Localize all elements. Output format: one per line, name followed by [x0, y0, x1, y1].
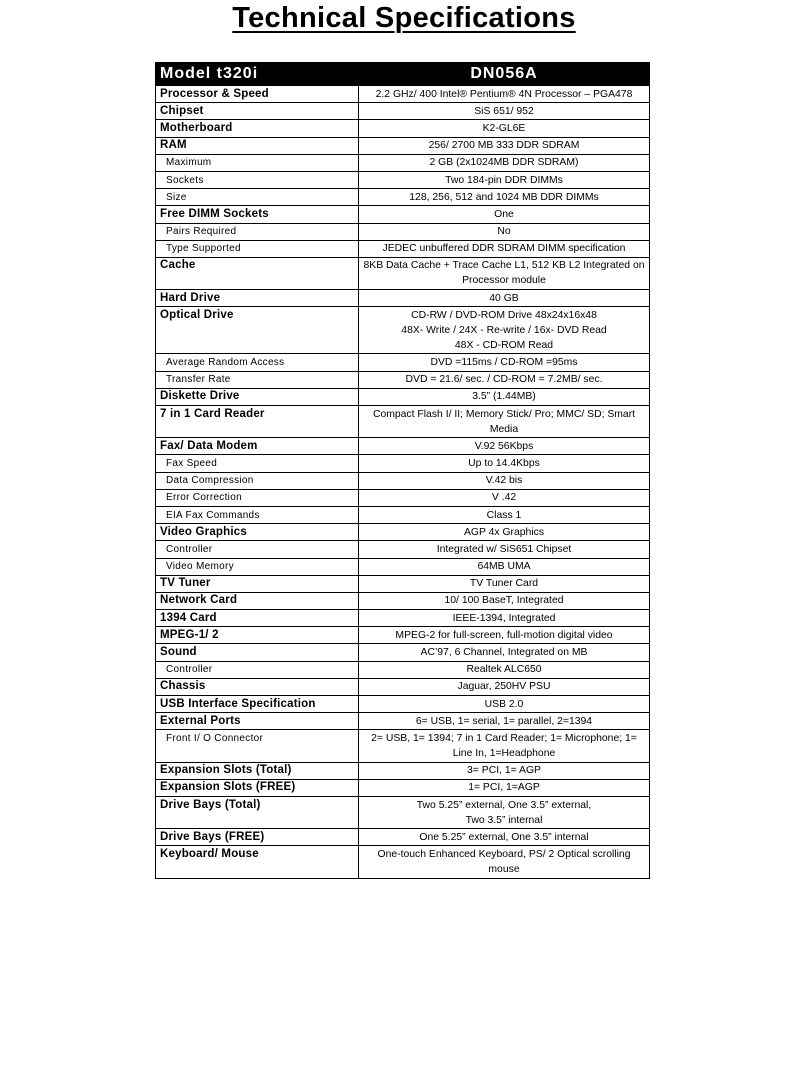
spec-row: [156, 257, 650, 289]
spec-label: Network Card: [156, 592, 359, 609]
spec-label: Maximum: [156, 154, 359, 171]
spec-label: Size: [156, 189, 359, 206]
spec-label: Front I/ O Connector: [156, 730, 359, 762]
spec-label: Error Correction: [156, 489, 359, 506]
spec-table-body: [156, 86, 650, 879]
spec-row: [156, 575, 650, 592]
spec-row: [156, 846, 650, 878]
spec-value: CD-RW / DVD-ROM Drive 48x24x16x48 48X- Write / 24X - Re-write / 16x- DVD Read 48X - CD-ROM Read: [359, 307, 650, 354]
spec-row: [156, 388, 650, 405]
spec-value: 2.2 GHz/ 400 Intel® Pentium® 4N Processor – PGA478: [359, 86, 650, 103]
spec-value: Realtek ALC650: [359, 661, 650, 678]
spec-label: Sound: [156, 644, 359, 661]
spec-value: K2-GL6E: [359, 120, 650, 137]
spec-label: 7 in 1 Card Reader: [156, 406, 359, 438]
spec-label: MPEG-1/ 2: [156, 627, 359, 644]
spec-row: [156, 489, 650, 506]
spec-row: [156, 678, 650, 695]
spec-value: One: [359, 206, 650, 223]
spec-label: Sockets: [156, 171, 359, 188]
spec-row: [156, 829, 650, 846]
spec-row: [156, 103, 650, 120]
spec-label: Drive Bays (Total): [156, 796, 359, 828]
spec-label: Controller: [156, 541, 359, 558]
spec-value: 3.5” (1.44MB): [359, 388, 650, 405]
spec-row: [156, 644, 650, 661]
spec-label: Expansion Slots (Total): [156, 762, 359, 779]
spec-value: SiS 651/ 952: [359, 103, 650, 120]
spec-row: [156, 137, 650, 154]
spec-value: 256/ 2700 MB 333 DDR SDRAM: [359, 137, 650, 154]
spec-value: 2 GB (2x1024MB DDR SDRAM): [359, 154, 650, 171]
spec-row: [156, 762, 650, 779]
spec-label: TV Tuner: [156, 575, 359, 592]
spec-value: 6= USB, 1= serial, 1= parallel, 2=1394: [359, 713, 650, 730]
spec-value: Integrated w/ SiS651 Chipset: [359, 541, 650, 558]
spec-value: Two 5.25” external, One 3.5” external, Two 3.5” internal: [359, 796, 650, 828]
spec-label: Transfer Rate: [156, 371, 359, 388]
model-number: DN056A: [359, 63, 650, 86]
spec-label: EIA Fax Commands: [156, 506, 359, 523]
spec-value: V.92 56Kbps: [359, 438, 650, 455]
spec-row: [156, 154, 650, 171]
spec-value: AGP 4x Graphics: [359, 524, 650, 541]
spec-row: [156, 86, 650, 103]
spec-row: [156, 472, 650, 489]
spec-row: [156, 661, 650, 678]
spec-value: Up to 14.4Kbps: [359, 455, 650, 472]
page-title: [0, 2, 808, 35]
spec-label: Keyboard/ Mouse: [156, 846, 359, 878]
spec-label: RAM: [156, 137, 359, 154]
model-label: Model t320i: [156, 63, 359, 86]
spec-label: Expansion Slots (FREE): [156, 779, 359, 796]
spec-row: [156, 171, 650, 188]
spec-value: TV Tuner Card: [359, 575, 650, 592]
spec-row: [156, 627, 650, 644]
spec-label: Chassis: [156, 678, 359, 695]
spec-label: 1394 Card: [156, 610, 359, 627]
spec-label: External Ports: [156, 713, 359, 730]
spec-value: Two 184-pin DDR DIMMs: [359, 171, 650, 188]
spec-table: [155, 62, 650, 879]
spec-row: [156, 796, 650, 828]
spec-label: Optical Drive: [156, 307, 359, 354]
spec-value: DVD =115ms / CD-ROM =95ms: [359, 354, 650, 371]
spec-value: V.42 bis: [359, 472, 650, 489]
spec-value: DVD = 21.6/ sec. / CD-ROM = 7.2MB/ sec.: [359, 371, 650, 388]
spec-value: One 5.25” external, One 3.5” internal: [359, 829, 650, 846]
spec-row: [156, 779, 650, 796]
spec-row: [156, 290, 650, 307]
spec-row: [156, 610, 650, 627]
spec-value: 8KB Data Cache + Trace Cache L1, 512 KB L2 Integrated on Processor module: [359, 257, 650, 289]
spec-label: Video Memory: [156, 558, 359, 575]
spec-label: Diskette Drive: [156, 388, 359, 405]
spec-row: [156, 120, 650, 137]
spec-label: Hard Drive: [156, 290, 359, 307]
spec-label: Free DIMM Sockets: [156, 206, 359, 223]
spec-row: [156, 438, 650, 455]
spec-row: [156, 455, 650, 472]
spec-label: Drive Bays (FREE): [156, 829, 359, 846]
spec-value: USB 2.0: [359, 696, 650, 713]
spec-row: [156, 206, 650, 223]
spec-value: 10/ 100 BaseT, Integrated: [359, 592, 650, 609]
spec-value: V .42: [359, 489, 650, 506]
spec-row: [156, 354, 650, 371]
spec-label: Processor & Speed: [156, 86, 359, 103]
spec-label: Average Random Access: [156, 354, 359, 371]
spec-row: [156, 541, 650, 558]
spec-row: [156, 223, 650, 240]
spec-value: 40 GB: [359, 290, 650, 307]
spec-row: [156, 406, 650, 438]
spec-row: [156, 189, 650, 206]
spec-row: [156, 592, 650, 609]
spec-row: [156, 558, 650, 575]
spec-label: USB Interface Specification: [156, 696, 359, 713]
spec-label: Fax/ Data Modem: [156, 438, 359, 455]
spec-row: [156, 713, 650, 730]
spec-value: JEDEC unbuffered DDR SDRAM DIMM specification: [359, 240, 650, 257]
spec-label: Motherboard: [156, 120, 359, 137]
spec-row: [156, 240, 650, 257]
spec-label: Fax Speed: [156, 455, 359, 472]
spec-value: 64MB UMA: [359, 558, 650, 575]
spec-label: Cache: [156, 257, 359, 289]
spec-row: [156, 371, 650, 388]
spec-row: [156, 730, 650, 762]
spec-label: Controller: [156, 661, 359, 678]
spec-value: IEEE-1394, Integrated: [359, 610, 650, 627]
spec-value: No: [359, 223, 650, 240]
page-title-text: Technical Specifications: [232, 2, 576, 34]
spec-table-header: [156, 63, 650, 86]
spec-label: Type Supported: [156, 240, 359, 257]
spec-value: Class 1: [359, 506, 650, 523]
spec-row: [156, 524, 650, 541]
spec-label: Data Compression: [156, 472, 359, 489]
spec-value: Compact Flash I/ II; Memory Stick/ Pro; MMC/ SD; Smart Media: [359, 406, 650, 438]
spec-label: Pairs Required: [156, 223, 359, 240]
spec-value: 2= USB, 1= 1394; 7 in 1 Card Reader; 1= Microphone; 1= Line In, 1=Headphone: [359, 730, 650, 762]
spec-value: MPEG-2 for full-screen, full-motion digital video: [359, 627, 650, 644]
spec-value: One-touch Enhanced Keyboard, PS/ 2 Optical scrolling mouse: [359, 846, 650, 878]
spec-value: 128, 256, 512 and 1024 MB DDR DIMMs: [359, 189, 650, 206]
spec-value: AC’97, 6 Channel, Integrated on MB: [359, 644, 650, 661]
spec-label: Video Graphics: [156, 524, 359, 541]
spec-value: 1= PCI, 1=AGP: [359, 779, 650, 796]
spec-row: [156, 696, 650, 713]
spec-label: Chipset: [156, 103, 359, 120]
spec-value: 3= PCI, 1= AGP: [359, 762, 650, 779]
spec-row: [156, 506, 650, 523]
spec-row: [156, 307, 650, 354]
spec-value: Jaguar, 250HV PSU: [359, 678, 650, 695]
